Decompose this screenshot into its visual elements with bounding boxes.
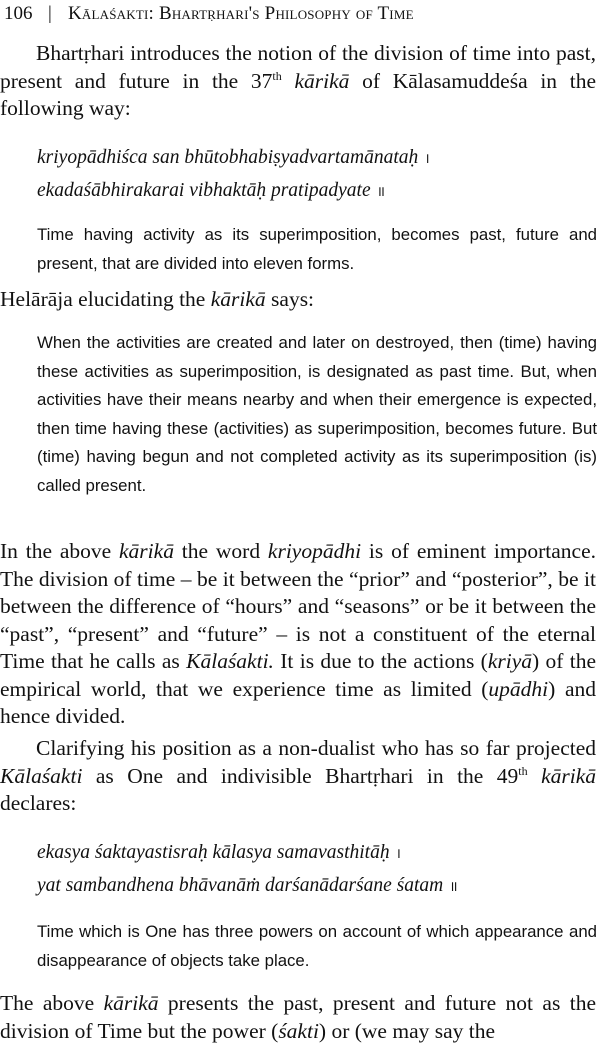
text-run: ) or (we may say the <box>318 1018 496 1043</box>
italic-term: kārikā <box>103 991 159 1015</box>
italic-term: upādhi <box>488 676 549 701</box>
translation-2: Time which is One has three powers on account of which appearance and disappearance of objects take place. <box>37 922 597 970</box>
text-run: the word <box>173 539 268 563</box>
paragraph-intro <box>0 40 596 123</box>
header-separator: | <box>48 3 52 24</box>
running-header <box>0 0 600 30</box>
text-run: ) of the empirical world, that we experience time as limited ( <box>0 649 596 701</box>
text-run: ) and hence divided. <box>0 676 596 728</box>
italic-term: Kālaśakti. <box>186 649 274 673</box>
text-run: The above <box>0 991 104 1015</box>
text-run <box>528 764 541 788</box>
verse-text: yat sambandhena bhāvanāṁ darśanādarśane śatam <box>37 875 444 896</box>
verse-line <box>37 142 597 175</box>
italic-term: śakti <box>278 1018 319 1043</box>
italic-term: kārikā <box>294 68 350 93</box>
italic-term: kriyopādhi <box>267 539 362 563</box>
verse-text: ekadaśābhirakarai vibhaktāḥ pratipadyate <box>37 180 371 201</box>
verse-text: ekasya śaktayastisraḥ kālasya samavasthitāḥ <box>37 842 390 863</box>
double-danda-mark: ॥ <box>449 880 458 895</box>
paragraph-clarifying <box>0 735 596 818</box>
italic-term: kārikā <box>210 287 266 311</box>
text-run: It is due to the actions ( <box>273 649 488 673</box>
page-number: 106 <box>4 3 33 24</box>
commentary-quote: When the activities are created and later on destroyed, then (time) having these activities as superimposition, is designated as past time. But, when activities have their means nearby and when their emergence is expected, then time having these (activities) as superimposition, becomes future. But (time) having begun and not completed activity as its superimposition (is) called present. <box>37 333 597 495</box>
running-title: Kālaśakti: Bhartṛhari's Philosophy of Time <box>68 3 414 24</box>
text-run: says: <box>265 287 315 311</box>
text-run: Clarifying his position as a non-dualist who has so far projected <box>36 736 596 760</box>
text-run: In the above <box>0 539 120 563</box>
verse-line <box>37 870 597 903</box>
superscript: th <box>518 763 528 778</box>
verse-line <box>37 175 597 208</box>
superscript: th <box>272 68 282 83</box>
text-run: of Kālasamuddeśa in the following way: <box>0 68 597 120</box>
text-run: Helārāja elucidating the <box>0 287 211 311</box>
double-danda-mark: ॥ <box>376 185 386 200</box>
paragraph-kriyopadhi <box>0 538 596 731</box>
text-run: as One and indivisible Bhartṛhari in the 49 <box>82 763 519 788</box>
text-run: is of eminent importance. The division of time – be it between the “prior” and “posterior”, be it between the difference of “hours” and “seasons” or be it between the “past”, “present” and “future” – is not a constituent of the eternal Time that he calls as <box>0 539 597 673</box>
italic-term: kriyā <box>487 649 532 673</box>
italic-term: kārikā <box>541 763 597 788</box>
verse-text: kriyopādhiśca san bhūtobhabiṣyadvartamānataḥ <box>37 147 419 168</box>
danda-mark: । <box>395 847 401 862</box>
text-run <box>282 69 295 93</box>
text-run: presents the past, present and future not as the division of Time but the power ( <box>0 991 596 1043</box>
text-run: declares: <box>0 791 77 815</box>
italic-term: Kālaśakti <box>0 763 83 788</box>
paragraph-helaraja <box>0 286 596 314</box>
sanskrit-verse-2 <box>37 837 597 903</box>
paragraph-powers <box>0 990 596 1045</box>
verse-line <box>37 837 597 870</box>
text-run: Bhartṛhari introduces the notion of the division of time into past, present and future in the 37 <box>0 41 596 93</box>
danda-mark: । <box>424 152 430 167</box>
translation-1: Time having activity as its superimposition, becomes past, future and present, that are divided into eleven forms. <box>37 225 597 273</box>
italic-term: kārikā <box>119 539 174 563</box>
sanskrit-verse-1 <box>37 142 597 208</box>
